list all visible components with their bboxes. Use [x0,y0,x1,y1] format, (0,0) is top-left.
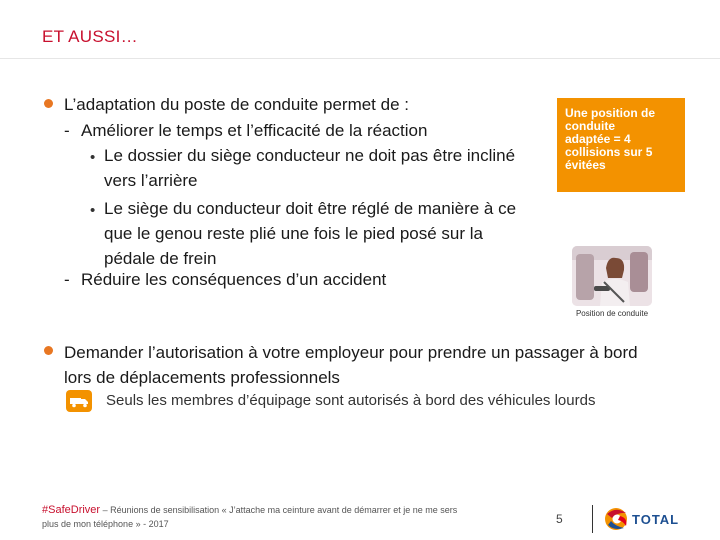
heavy-vehicle-note: Seuls les membres d’équipage sont autorisés à bord des véhicules lourds [106,392,596,409]
footer-separator [592,505,593,533]
driver-illustration [572,246,652,306]
total-logo-text: TOTAL [632,512,680,527]
footer-line-2: plus de mon téléphone » - 2017 [42,519,169,529]
page-number: 5 [556,512,563,526]
footer-line-1: – Réunions de sensibilisation « J’attache ma ceinture avant de démarrer et je ne me sers [100,505,458,515]
dash-2: - [64,270,70,289]
callout-line-5: évitées [565,158,606,172]
callout-line-4: collisions sur 5 [565,145,653,159]
bullet-dot-1 [44,99,53,108]
sub-sub-bullet-marker-2: • [90,202,96,219]
callout-text [557,98,685,181]
sub-bullet-1: Améliorer le temps et l’efficacité de la réaction [81,121,428,140]
sub-sub-bullet-marker-1: • [90,149,96,166]
sub-sub-bullet-2-line-1: Le siège du conducteur doit être réglé de manière à ce [104,199,517,218]
bullet-2-line-2: lors de déplacements professionnels [64,368,340,387]
dash-1: - [64,121,70,140]
callout-line-3: adaptée = 4 [565,132,631,146]
truck-icon [66,390,92,412]
bullet-2-text [64,340,638,390]
total-logo [602,504,686,534]
bullet-1-text: L’adaptation du poste de conduite permet de : [64,95,409,114]
sub-bullet-2: Réduire les conséquences d’un accident [81,270,387,289]
footer-hashtag: #SafeDriver [42,504,101,516]
page-title: ET AUSSI… [42,27,138,46]
driving-position-photo [572,246,652,306]
callout-line-2: conduite [565,119,615,133]
sub-sub-bullet-1-line-2: vers l’arrière [104,171,198,190]
sub-sub-bullet-1 [104,143,515,193]
callout-box [557,98,685,192]
bullet-2-line-1: Demander l’autorisation à votre employeur pour prendre un passager à bord [64,343,638,362]
sub-sub-bullet-2-line-3: pédale de frein [104,249,217,268]
sub-sub-bullet-2 [104,196,516,271]
photo-caption: Position de conduite [575,309,649,318]
footer-text [42,503,522,531]
sub-sub-bullet-1-line-1: Le dossier du siège conducteur ne doit pas être incliné [104,146,516,165]
bullet-dot-2 [44,346,53,355]
callout-line-1: Une position de [565,106,655,120]
title-divider [0,58,720,59]
sub-sub-bullet-2-line-2: que le genou reste plié une fois le pied posé sur la [104,224,483,243]
